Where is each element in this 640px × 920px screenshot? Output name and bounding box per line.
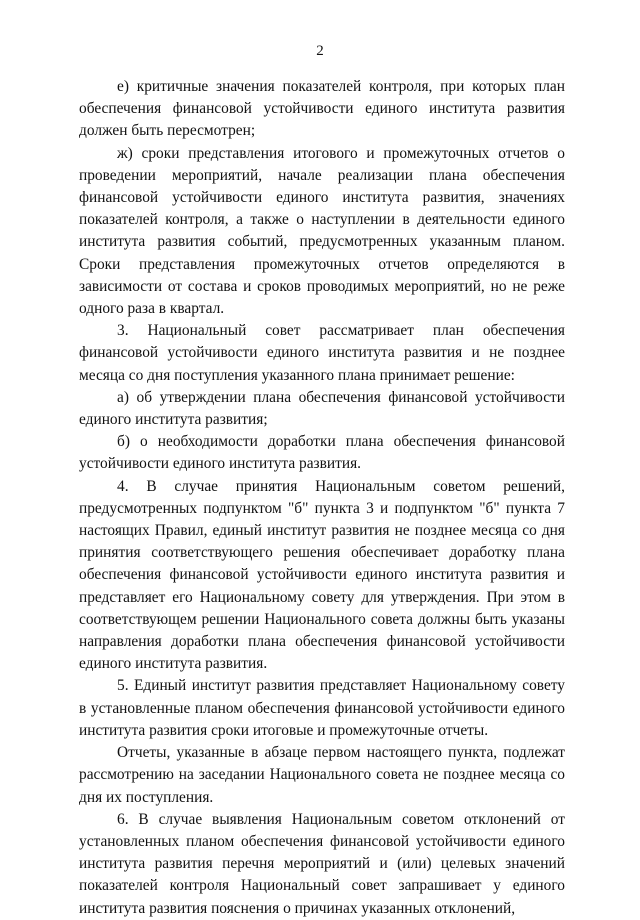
paragraph-reports: Отчеты, указанные в абзаце первом настоящего пункта, подлежат рассмотрению на заседании Национального совета не позднее месяца со дня их поступления. xyxy=(79,744,565,806)
document-body xyxy=(79,76,565,920)
paragraph-item-zh: ж) сроки представления итогового и промежуточных отчетов о проведении мероприятий, начале реализации плана обеспечения финансовой устойчивости единого института развития, значениях показателей контроля, а также о наступлении в деятельности единого института развития событий, предусмотренных указанным планом. Сроки представления промежуточных отчетов определяются в зависимости от состава и сроков проводимых мероприятий, но не реже одного раза в квартал. xyxy=(79,144,565,318)
paragraph-point-4: 4. В случае принятия Национальным советом решений, предусмотренных подпунктом "б" пункта 3 и подпунктом "б" пункта 7 настоящих Правил, единый институт развития не позднее месяца со дня принятия соответствующего решения обеспечивает доработку плана обеспечения финансовой устойчивости единого института развития и представляет его Национальному совету для утверждения. При этом в соответствующем решении Национального совета должны быть указаны направления доработки плана обеспечения финансовой устойчивости единого института развития. xyxy=(79,477,565,673)
paragraph-point-5: 5. Единый институт развития представляет Национальному совету в установленные планом обеспечения финансовой устойчивости единого института развития сроки итоговые и промежуточные отчеты. xyxy=(79,677,565,739)
paragraph-item-b: б) о необходимости доработки плана обеспечения финансовой устойчивости единого института развития. xyxy=(79,433,565,473)
paragraph-point-6: 6. В случае выявления Национальным советом отклонений от установленных планом обеспечения финансовой устойчивости единого института развития перечня мероприятий и (или) целевых значений показателей контроля Национальный совет запрашивает у единого института развития пояснения о причинах указанных отклонений, xyxy=(79,810,565,917)
paragraph-item-e: е) критичные значения показателей контроля, при которых план обеспечения финансовой устойчивости единого института развития должен быть пересмотрен; xyxy=(79,78,565,140)
page-number: 2 xyxy=(316,43,324,59)
paragraph-point-3: 3. Национальный совет рассматривает план обеспечения финансовой устойчивости единого института развития и не позднее месяца со дня поступления указанного плана принимает решение: xyxy=(79,322,565,384)
paragraph-item-a: а) об утверждении плана обеспечения финансовой устойчивости единого института развития; xyxy=(79,388,565,429)
